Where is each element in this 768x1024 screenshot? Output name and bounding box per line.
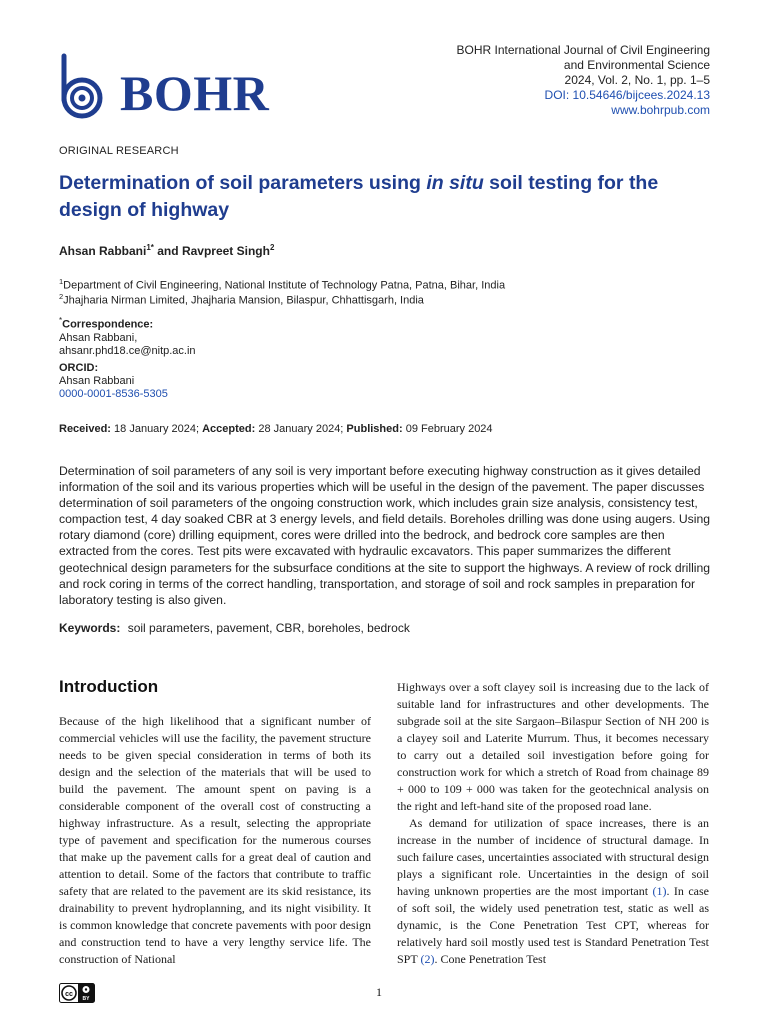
correspondence-block (59, 314, 196, 358)
author-and: and (153, 244, 182, 258)
affiliation-2-num: 2 (59, 292, 64, 301)
svg-text:cc: cc (65, 991, 73, 998)
intro-paragraph-3 (397, 815, 709, 968)
orcid-label: ORCID: (59, 362, 99, 374)
p3-part-b: . In case of soft soil, the widely used penetration test, static as well as dynamic, is the Cone Penetration Test CPT, whereas for relatively hard soil mostly used test is Standard Penetration Test SPT (397, 884, 709, 966)
affiliation-1-text: Department of Civil Engineering, National Institute of Technology Patna, Patna, Bihar, India (63, 279, 506, 292)
affiliation-2 (59, 290, 424, 308)
citation-link-2[interactable]: (2) (420, 952, 435, 966)
author-2: Ravpreet Singh (181, 244, 270, 258)
orcid-link[interactable]: 0000-0001-8536-5305 (59, 388, 168, 400)
journal-name-line2: and Environmental Science (563, 58, 710, 72)
received-label: Received: (59, 423, 111, 435)
logo-wordmark: BOHR (120, 65, 270, 121)
intro-paragraph-1: Because of the high likelihood that a significant number of commercial vehicles will use the facility, the pavement structure needs to be given special consideration in terms of both its design and the selection of the materials that will be used to build the pavement. The amount spent on paving is a considerable component of the overall cost of constructing a highway infrastructure. As a result, selecting the appropriate type of pavement and specification for the numerous courses that make up the pavement calls for a great deal of caution and attention to detail. Some of the factors that contribute to traffic safety that are related to the pavement are its skid resistance, its drainability to prevent hydroplanning, and its night visibility. It is common knowledge that concrete pavements with poor design and construction tend to have a very lengthy service life. The construction of National (59, 714, 371, 966)
abstract: Determination of soil parameters of any soil is very important before executing highway construction as it gives detailed information of the soil and its various properties which will be useful in the design of the pavement. The paper discusses determination of soil parameters of the ongoing construction work, which includes grain size analysis, consistency test, compaction test, 4 day soaked CBR at 3 energy levels, and field details. Boreholes drilling was done using augers. Using rotary diamond (core) drilling equipment, cores were drilled into the bedrock, and bedrock core samples are then extracted from the cores. Test pits were excavated with hydraulic excavators. This paper summarizes the different geotechnical design parameters for the subsurface conditions at the site to support the highways. A review of rock drilling and rock coring in terms of the correct handling, transportation, and storage of soil and rock samples in preparation for laboratory testing is also given. (59, 464, 711, 607)
intro-paragraph-2: Highways over a soft clayey soil is increasing due to the lack of suitable land for infrastructures and other developments. The subgrade soil at the site Sargaon–Bilaspur Section of NH 200 is a clayey soil and Laterite Murrum. Thus, it becomes necessary to carry out a detailed soil investigation before going for construction work for which a stretch of Road from chainage 89 + 000 to 109 + 000 was taken for the geotechnical analysis on the right and left-hand site of the proposed road lane. (397, 680, 709, 813)
title-part1: Determination of soil parameters using (59, 172, 427, 194)
body-column-right (397, 679, 709, 968)
correspondence-name: Ahsan Rabbani, (59, 331, 138, 344)
cc-by-license-icon[interactable] (59, 983, 95, 1003)
keywords-list: soil parameters, pavement, CBR, boreholes, bedrock (127, 621, 410, 635)
author-1-sup: 1* (146, 243, 154, 252)
published-date: 09 February 2024 (402, 423, 493, 435)
page-number: 1 (376, 985, 382, 999)
svg-text:BY: BY (82, 996, 90, 1002)
article-dates (59, 423, 493, 435)
bohr-logo-icon (56, 52, 116, 122)
p3-part-a: As demand for utilization of space increases, there is an increase in the number of incidence of structural damage. In such failure cases, uncertainties associated with structural design plays a significant role. Uncertainties in the design of soil having unknown properties are the most important (397, 816, 709, 898)
p3-part-c: . Cone Penetration Test (434, 952, 547, 966)
keywords (59, 621, 410, 635)
article-type-label: ORIGINAL RESEARCH (59, 145, 179, 157)
accepted-label: Accepted: (202, 423, 256, 435)
accepted-date: 28 January 2024; (255, 423, 347, 435)
keywords-label: Keywords: (59, 621, 121, 635)
doi-link[interactable]: DOI: 10.54646/bijcees.2024.13 (544, 88, 710, 102)
article-title (59, 170, 719, 224)
author-2-sup: 2 (269, 243, 275, 252)
affiliation-1-num: 1 (59, 277, 64, 286)
published-label: Published: (346, 423, 403, 435)
title-italic: in situ (426, 172, 484, 194)
title-part2: soil testing for the design of highway (59, 172, 659, 221)
website-link[interactable]: www.bohrpub.com (611, 103, 710, 117)
orcid-block (59, 362, 168, 401)
correspondence-label: Correspondence: (62, 318, 154, 331)
journal-info (457, 43, 710, 118)
orcid-name: Ahsan Rabbani (59, 375, 135, 387)
author-list (59, 243, 274, 258)
body-column-left (59, 713, 371, 968)
journal-name-line1: BOHR International Journal of Civil Engineering (456, 43, 710, 57)
correspondence-star: * (59, 316, 63, 325)
author-1: Ahsan Rabbani (59, 244, 147, 258)
affiliation-2-text: Jhajharia Nirman Limited, Jhajharia Mansion, Bilaspur, Chhattisgarh, India (63, 294, 424, 307)
section-heading-introduction: Introduction (59, 677, 159, 696)
citation-link-1[interactable]: (1) (652, 884, 667, 898)
journal-volume: 2024, Vol. 2, No. 1, pp. 1–5 (564, 73, 710, 87)
publisher-logo (56, 52, 286, 122)
correspondence-email[interactable]: ahsanr.phd18.ce@nitp.ac.in (59, 344, 196, 357)
received-date: 18 January 2024; (110, 423, 203, 435)
